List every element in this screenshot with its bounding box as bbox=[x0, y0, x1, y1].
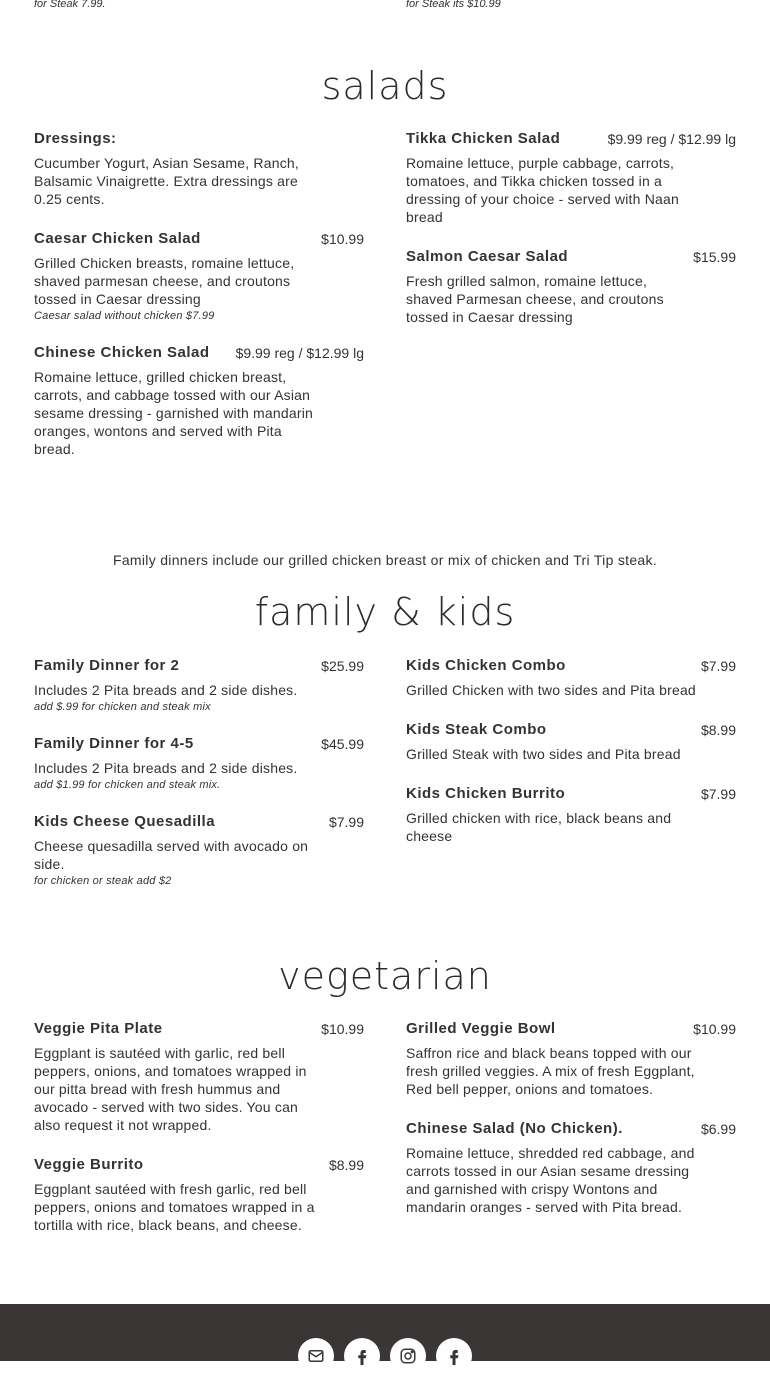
menu-item bbox=[34, 813, 364, 887]
menu-item bbox=[406, 248, 736, 326]
menu-item-price: $6.99 bbox=[700, 1121, 736, 1137]
menu-item bbox=[34, 344, 364, 458]
menu-item-name: Dressings: bbox=[34, 130, 117, 147]
menu-item-description: Cheese quesadilla served with avocado on side. bbox=[34, 838, 309, 872]
salads-left-column bbox=[34, 130, 364, 480]
mail-icon[interactable] bbox=[298, 1338, 334, 1374]
menu-item-note: Caesar salad without chicken $7.99 bbox=[34, 310, 215, 322]
menu-item-description: Grilled Steak with two sides and Pita bread bbox=[406, 746, 681, 762]
menu-item-price: $8.99 bbox=[328, 1157, 364, 1173]
menu-item-price: $25.99 bbox=[321, 658, 364, 674]
menu-item-header bbox=[406, 248, 736, 266]
menu-item-description: Grilled Chicken with two sides and Pita bread bbox=[406, 682, 696, 698]
menu-item-header bbox=[34, 1156, 364, 1174]
menu-item-name: Veggie Pita Plate bbox=[34, 1020, 163, 1037]
menu-item-header bbox=[406, 1120, 736, 1138]
menu-item bbox=[406, 1020, 736, 1098]
menu-item-price: $7.99 bbox=[700, 786, 736, 802]
vegetarian-left-column bbox=[34, 1020, 364, 1256]
menu-item-header bbox=[34, 230, 364, 248]
menu-item-header bbox=[406, 785, 736, 803]
menu-item-name: Kids Steak Combo bbox=[406, 721, 547, 738]
menu-item-name: Family Dinner for 2 bbox=[34, 657, 180, 674]
menu-item-description: Includes 2 Pita breads and 2 side dishes. bbox=[34, 760, 298, 776]
menu-item bbox=[34, 735, 364, 791]
menu-item bbox=[406, 721, 736, 763]
menu-item-header bbox=[34, 813, 364, 831]
menu-item-header bbox=[406, 721, 736, 739]
menu-item-name: Kids Chicken Burrito bbox=[406, 785, 566, 802]
menu-item-price: $10.99 bbox=[321, 1021, 364, 1037]
menu-item-name: Veggie Burrito bbox=[34, 1156, 144, 1173]
menu-item-price: $7.99 bbox=[328, 814, 364, 830]
menu-item-header bbox=[34, 344, 364, 362]
facebook-icon[interactable] bbox=[436, 1338, 472, 1374]
menu-item-price: $7.99 bbox=[700, 658, 736, 674]
menu-item-name: Caesar Chicken Salad bbox=[34, 230, 201, 247]
menu-item-header bbox=[406, 1020, 736, 1038]
salads-title: salads bbox=[321, 64, 449, 108]
menu-item bbox=[34, 657, 364, 713]
menu-item bbox=[406, 130, 736, 226]
vegetarian-title: vegetarian bbox=[278, 954, 492, 998]
menu-item-name: Chinese Salad (No Chicken). bbox=[406, 1120, 623, 1137]
menu-item-header bbox=[34, 130, 364, 148]
menu-item-description: Eggplant sautéed with fresh garlic, red bell peppers, onions and tomatoes wrapped in a tortilla with rice, black beans, and cheese. bbox=[34, 1181, 315, 1233]
menu-item-price: $10.99 bbox=[693, 1021, 736, 1037]
menu-item-description: Grilled chicken with rice, black beans and cheese bbox=[406, 810, 672, 844]
menu-item-name: Kids Cheese Quesadilla bbox=[34, 813, 216, 830]
menu-item-name: Tikka Chicken Salad bbox=[406, 130, 561, 147]
menu-item bbox=[34, 1020, 364, 1134]
menu-item-name: Salmon Caesar Salad bbox=[406, 248, 569, 265]
menu-item bbox=[406, 1120, 736, 1216]
menu-item-description: Fresh grilled salmon, romaine lettuce, shaved Parmesan cheese, and croutons tossed in Caesar dressing bbox=[406, 273, 664, 325]
menu-item-description: Saffron rice and black beans topped with our fresh grilled veggies. A mix of fresh Eggplant, Red bell pepper, onions and tomatoes. bbox=[406, 1045, 695, 1097]
menu-item-header bbox=[406, 657, 736, 675]
family-left-column bbox=[34, 657, 364, 909]
menu-item-note: add $1.99 for chicken and steak mix. bbox=[34, 779, 221, 791]
salads-right-column bbox=[406, 130, 736, 348]
menu-item-header bbox=[34, 1020, 364, 1038]
menu-item-price: $9.99 reg / $12.99 lg bbox=[235, 345, 364, 361]
menu-item-header bbox=[34, 657, 364, 675]
menu-item bbox=[34, 1156, 364, 1234]
menu-item-name: Family Dinner for 4-5 bbox=[34, 735, 194, 752]
menu-item-description: Eggplant is sautéed with garlic, red bell peppers, onions, and tomatoes wrapped in our pitta bread with fresh hummus and avocado - served with two sides. You can also request it not wrapped. bbox=[34, 1045, 307, 1133]
instagram-icon[interactable] bbox=[390, 1338, 426, 1374]
menu-item-note: for chicken or steak add $2 bbox=[34, 875, 172, 887]
menu-item-description: Romaine lettuce, grilled chicken breast, carrots, and cabbage tossed with our Asian sesame dressing - garnished with mandarin oranges, wontons and served with Pita bread. bbox=[34, 369, 313, 457]
steak-note-right: for Steak its $10.99 bbox=[406, 0, 501, 10]
menu-item bbox=[34, 230, 364, 322]
family-intro: Family dinners include our grilled chicken breast or mix of chicken and Tri Tip steak. bbox=[112, 552, 658, 568]
menu-item-name: Kids Chicken Combo bbox=[406, 657, 566, 674]
menu-item-name: Chinese Chicken Salad bbox=[34, 344, 210, 361]
footer bbox=[0, 1304, 770, 1361]
menu-item bbox=[34, 130, 364, 208]
menu-item-price: $15.99 bbox=[693, 249, 736, 265]
menu-item-name: Grilled Veggie Bowl bbox=[406, 1020, 556, 1037]
menu-item-description: Includes 2 Pita breads and 2 side dishes. bbox=[34, 682, 298, 698]
steak-note-left: for Steak 7.99. bbox=[34, 0, 106, 10]
menu-item bbox=[406, 785, 736, 845]
menu-item-price: $9.99 reg / $12.99 lg bbox=[607, 131, 736, 147]
menu-item-price: $45.99 bbox=[321, 736, 364, 752]
menu-item-price: $8.99 bbox=[700, 722, 736, 738]
menu-item-description: Romaine lettuce, purple cabbage, carrots, tomatoes, and Tikka chicken tossed in a dressing of your choice - served with Naan bread bbox=[406, 155, 679, 225]
facebook-icon[interactable] bbox=[344, 1338, 380, 1374]
menu-item-header bbox=[406, 130, 736, 148]
family-right-column bbox=[406, 657, 736, 867]
menu-item-description: Cucumber Yogurt, Asian Sesame, Ranch, Balsamic Vinaigrette. Extra dressings are 0.25 cents. bbox=[34, 155, 299, 207]
menu-item bbox=[406, 657, 736, 699]
menu-item-description: Grilled Chicken breasts, romaine lettuce, shaved parmesan cheese, and croutons tossed in Caesar dressing bbox=[34, 255, 295, 307]
vegetarian-right-column bbox=[406, 1020, 736, 1238]
family-title: family & kids bbox=[254, 590, 516, 634]
menu-item-price: $10.99 bbox=[321, 231, 364, 247]
menu-item-header bbox=[34, 735, 364, 753]
menu-item-note: add $.99 for chicken and steak mix bbox=[34, 701, 211, 713]
menu-item-description: Romaine lettuce, shredded red cabbage, and carrots tossed in our Asian sesame dressing and garnished with crispy Wontons and mandarin oranges - served with Pita bread. bbox=[406, 1145, 695, 1215]
